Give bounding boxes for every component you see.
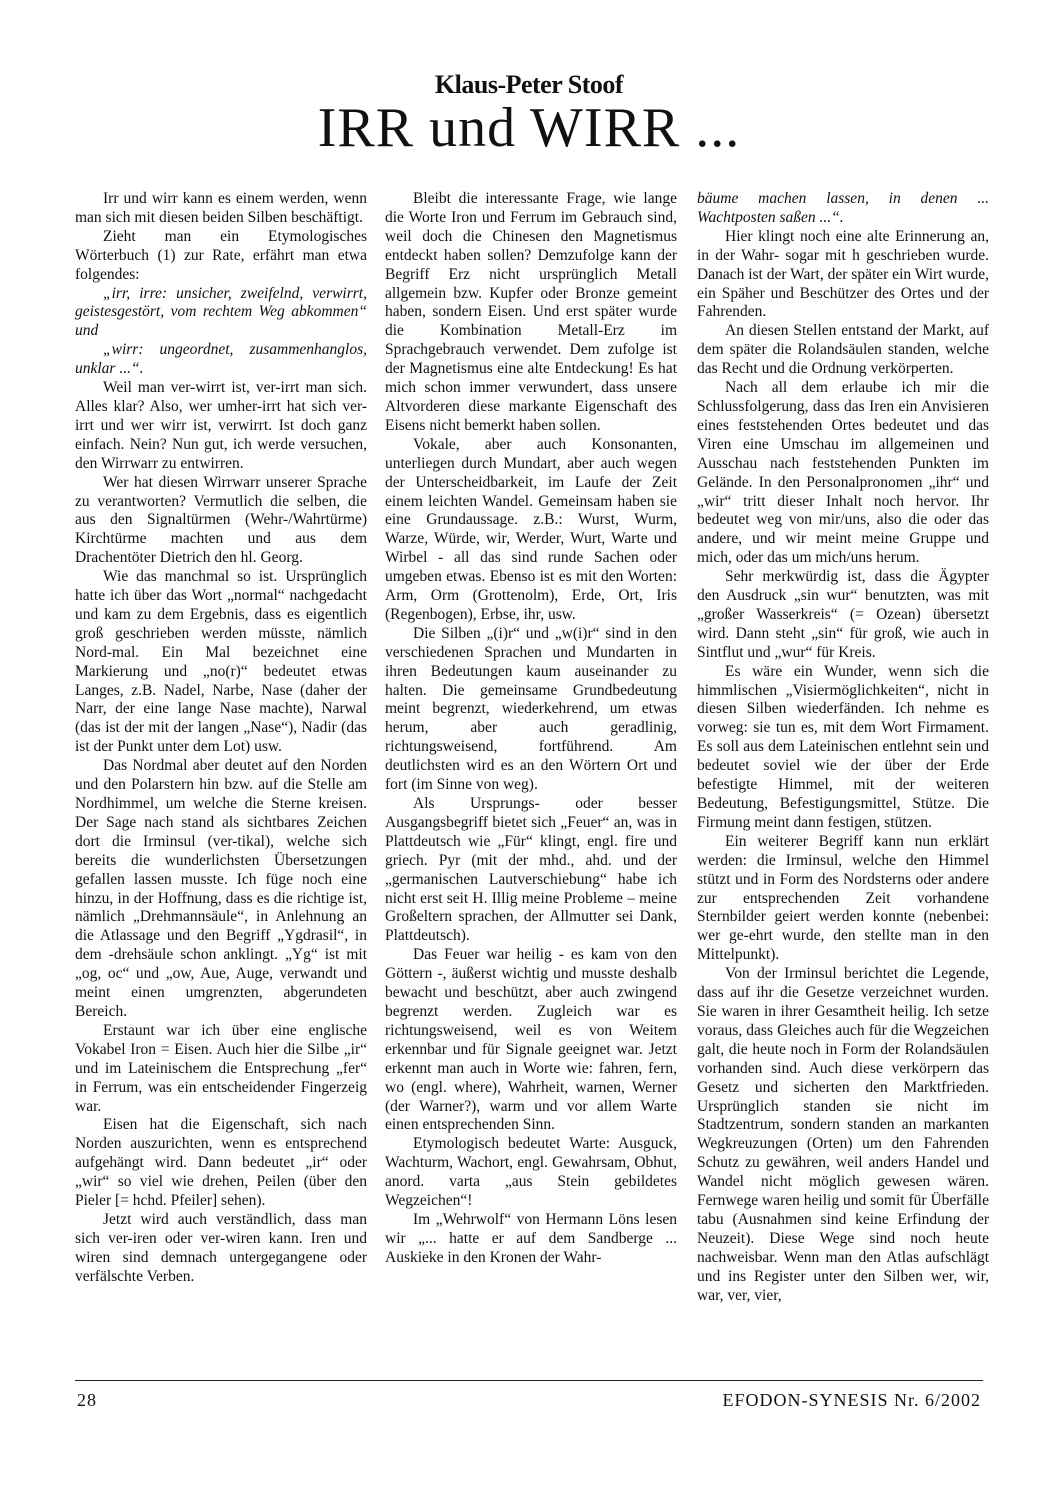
article-header <box>0 70 1058 159</box>
paragraph: Etymologisch bedeutet Warte: Ausguck, Wachturm, Wachort, engl. Gewahrsam, Obhut, anord. varta „aus Stein gebildetes Wegzeichen“! <box>385 1135 677 1210</box>
paragraph: Hier klingt noch eine alte Erinnerung an, in der Wahr- sogar mit h geschrieben wurde. Danach ist der Wart, der später ein Wirt wurde, ein Späher und Beschützer des Ortes und der Fahrenden. <box>697 227 989 321</box>
quote-paragraph: „wirr: ungeordnet, zusammenhanglos, unklar ...“. <box>75 341 367 378</box>
paragraph: Jetzt wird auch verständlich, dass man sich ver-iren oder ver-wiren kann. Iren und wiren sind demnach untergegangene oder verfälschte Verben. <box>75 1210 367 1285</box>
paragraph: Wie das manchmal so ist. Ursprünglich hatte ich über das Wort „normal“ nachgedacht und kam zu dem Ergebnis, dass es eigentlich groß geschrieben werden müsste, nämlich Nord-mal. Ein Mal bezeichnet eine Markierung und „no(r)“ bedeutet etwas Langes, z.B. Nadel, Narbe, Nase (daher der Narr, der eine lange Nase machte), Narwal (das ist der mit der langen „Nase“), Nadir (das ist der Punkt unter dem Lot) usw. <box>75 568 367 756</box>
paragraph: Das Feuer war heilig - es kam von den Göttern -, äußerst wichtig und musste deshalb bewacht und beschützt, aber auch zwingend begrenzt werden. Zugleich war es richtungsweisend, weil es von Weitem erkennbar und für Signale geeignet war. Jetzt erkennt man auch in Worte wie: fahren, fern, wo (engl. where), Wahrheit, warnen, Werner (der Warner?), warm und vor allem Warte einen entsprechenden Sinn. <box>385 946 677 1134</box>
paragraph: Die Silben „(i)r“ und „w(i)r“ sind in den verschiedenen Sprachen und Mundarten in ihren Bedeutungen kaum auseinander zu halten. Die gemeinsame Grundbedeutung meint begrenzt, wiederkehrend, um etwas herum, aber auch geradlinig, richtungsweisend, fortführend. Am deutlichsten wird es an den Wörtern Ort und fort (im Sinne von weg). <box>385 624 677 794</box>
page-number: 28 <box>77 1390 97 1410</box>
paragraph: Von der Irminsul berichtet die Legende, dass auf ihr die Gesetze verzeichnet wurden. Sie waren in ihrer Gesamtheit heilig. Ich setze voraus, dass Gleiches auch für die Wegzeichen galt, die heute noch in Form der Rolandsäulen vorhanden sind. Auch diese verkörpern das Gesetz und sicherten den Marktfrieden. Ursprünglich standen sie nicht im Stadtzentrum, sondern standen an markanten Wegkreuzungen (Orten) um den Fahrenden Schutz zu gewähren, weil anders Handel und Wandel nicht möglich gewesen wären. Fernwege waren heilig und somit für Überfälle tabu (Ausnahmen sind keine Erfindung der Neuzeit). Diese Wege sind noch heute nachweisbar. Wenn man den Atlas aufschlägt und ins Register unter den Silben wer, wir, war, ver, vier, <box>697 965 989 1304</box>
paragraph: Das Nordmal aber deutet auf den Norden und den Polarstern hin bzw. auf die Stelle am Nordhimmel, um welche die Sterne kreisen. Der Sage nach stand als sichtbares Zeichen dort die Irminsul (ver-tikal), welche sich bereits die wunderlichsten Übersetzungen gefallen lassen musste. Ich füge noch eine hinzu, in der Hoffnung, dass es die richtige ist, nämlich „Drehmannsäule“, in Anlehnung an die Atlassage und den Begriff „Ygdrasil“, in dem -drehsäule schon anklingt. „Yg“ ist mit „og, oc“ und „ow, Aue, Auge, verwandt und meint einen umgrenzten, abgerundeten Bereich. <box>75 757 367 1020</box>
paragraph: Es wäre ein Wunder, wenn sich die himmlischen „Visiermöglichkeiten“, nicht in diesen Silben wiederfänden. Ich nehme es vorweg: sie tun es, mit dem Wort Firmament. Es soll aus dem Lateinischen entlehnt sein und bedeutet soviel wie der über der Erde befestigte Himmel, mit der weiteren Bedeutung, Befestigungsmittel, Stütze. Die Firmung meint dann festigen, stützen. <box>697 662 989 831</box>
quote-paragraph: „irr, irre: unsicher, zweifelnd, verwirrt, geistesgestört, vom rechtem Weg abkommen“ und <box>75 284 367 340</box>
paragraph: Nach all dem erlaube ich mir die Schlussfolgerung, dass das Iren ein Anvisieren eines feststehenden Ortes bedeutet und das Viren eine Umschau im allgemeinen und Ausschau nach feststehenden Punkten im Gelände. In den Personalpronomen „ihr“ und „wir“ tritt dieser Inhalt noch hervor. Ihr bedeutet weg von mir/uns, also die oder das andere, und wir meint meine Gruppe und mich, oder das um mich/uns herum. <box>697 379 989 567</box>
paragraph: Im „Wehrwolf“ von Hermann Löns lesen wir „... hatte er auf dem Sandberge ... Auskieke in den Kronen der Wahr- <box>385 1210 677 1266</box>
paragraph: Eisen hat die Eigenschaft, sich nach Norden auszurichten, wenn es entsprechend aufgehängt wird. Dann bedeutet „ir“ oder „wir“ so viel wie drehen, Peilen (über den Pieler [= hchd. Pfeiler] sehen). <box>75 1116 367 1210</box>
paragraph: Sehr merkwürdig ist, dass die Ägypter den Ausdruck „sin wur“ benutzten, was mit „großer Wasserkreis“ (= Ozean) übersetzt wird. Dann steht „sin“ für groß, wie auch in Sintflut und „wur“ für Kreis. <box>697 568 989 661</box>
continued-paragraph: bäume machen lassen, in denen ... Wachtposten saßen ...“. <box>697 190 989 226</box>
paragraph: Erstaunt war ich über eine englische Vokabel Iron = Eisen. Auch hier die Silbe „ir“ und im Lateinischem die Entsprechung „fer“ in Ferrum, was ein entscheidender Fingerzeig war. <box>75 1021 367 1115</box>
paragraph: An diesen Stellen entstand der Markt, auf dem später die Rolandsäulen standen, welche das Recht und die Ordnung verkörperten. <box>697 322 989 378</box>
paragraph: Bleibt die interessante Frage, wie lange die Worte Iron und Ferrum im Gebrauch sind, weil doch die Chinesen den Magnetismus entdeckt haben sollen? Demzufolge kann der Begriff Erz nicht ursprünglich Metall allgemein bzw. Kupfer oder Bronze gemeint haben, sondern Eisen. Und erst später wurde die Kombination Metall-Erz im Sprachgebrauch verwendet. Dem zufolge ist der Magnetismus eine alte Entdeckung! Es hat mich schon immer verwundert, dass unsere Altvorderen diese markante Eigenschaft des Eisens nicht bemerkt haben sollen. <box>385 190 677 434</box>
text-column-2 <box>385 190 677 1268</box>
text-column-3 <box>697 190 989 1305</box>
paragraph: Vokale, aber auch Konsonanten, unterliegen durch Mundart, aber auch wegen der Unterscheidbarkeit, im Laufe der Zeit einem leichten Wandel. Gemeinsam haben sie eine Grundaussage. z.B.: Wurst, Wurm, Warze, Würde, wir, Werder, Wurt, Warte und Wirbel - all das sind runde Sachen oder umgeben etwas. Ebenso ist es mit den Worten: Arm, Orm (Grottenolm), Erde, Ort, Iris (Regenbogen), Erbse, ihr, usw. <box>385 435 677 623</box>
paragraph: Weil man ver-wirrt ist, ver-irrt man sich. Alles klar? Also, wer umher-irrt hat sich ver-irrt und wer wirr ist, verwirrt. Ist doch ganz einfach. Nein? Nun gut, ich werde versuchen, den Wirrwarr zu entwirren. <box>75 379 367 472</box>
paragraph: Als Ursprungs- oder besser Ausgangsbegriff bietet sich „Feuer“ an, was in Plattdeutsch wie „Für“ klingt, engl. fire und griech. Pyr (mit der mhd., ahd. und der „germanischen Lautverschiebung“ habe ich nicht erst seit H. Illig meine Probleme – meine Großeltern sprachen, der Allmutter sei Dank, Plattdeutsch). <box>385 795 677 945</box>
article-title: IRR und WIRR ... <box>317 97 741 159</box>
paragraph: Wer hat diesen Wirrwarr unserer Sprache zu verantworten? Vermutlich die selben, die aus den Signaltürmen (Wehr-/Wahrtürme) Kirchtürme machten und aus dem Drachentöter Dietrich den hl. Georg. <box>75 473 367 567</box>
text-column-1 <box>75 190 367 1287</box>
author-name: Klaus-Peter Stoof <box>434 70 624 99</box>
journal-name: EFODON-SYNESIS Nr. 6/2002 <box>722 1390 981 1410</box>
paragraph: Zieht man ein Etymologisches Wörterbuch (1) zur Rate, erfährt man etwa folgendes: <box>75 227 367 283</box>
footer-rule <box>75 1380 983 1381</box>
paragraph: Ein weiterer Begriff kann nun erklärt werden: die Irminsul, welche den Himmel stützt und in Form des Nordsterns oder andere zur entsprechenden Zeit vorhandene Sternbilder geiert werden konnte (nebenbei: wer ge-ehrt wurde, den stellte man in den Mittelpunkt). <box>697 832 989 964</box>
paragraph: Irr und wirr kann es einem werden, wenn man sich mit diesen beiden Silben beschäftigt. <box>75 190 367 226</box>
